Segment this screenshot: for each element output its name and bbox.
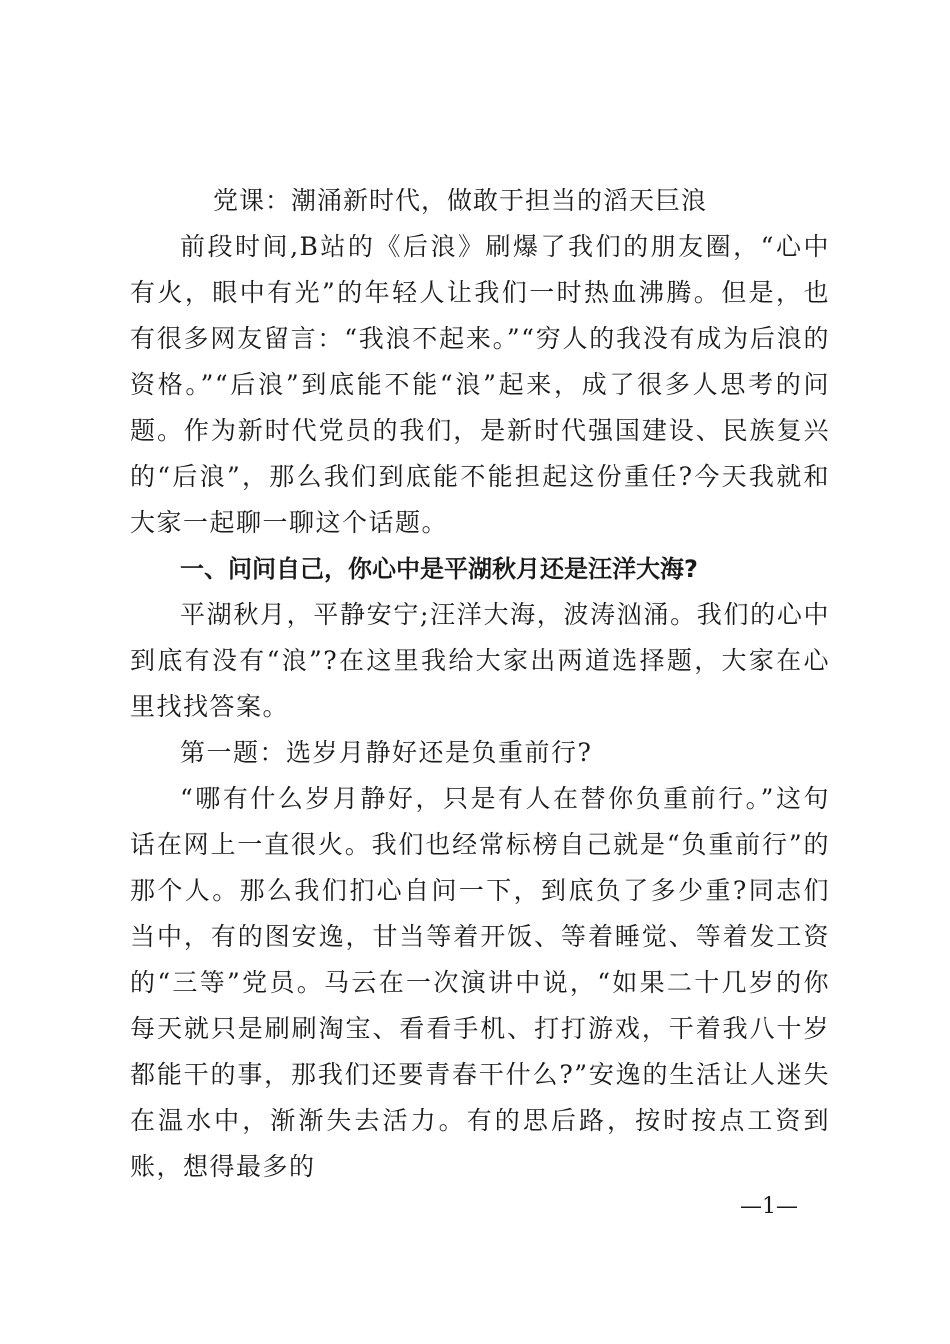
discussion-paragraph: “哪有什么岁月静好，只是有人在替你负重前行。”这句话在网上一直很火。我们也经常标榜自己就是“负重前行”的那个人。那么我们扪心自问一下，到底负了多少重?同志们当中，有的图安逸，甘当等着开饭、等着睡觉、等着发工资的“三等”党员。马云在一次演讲中说，“如果二十几岁的你每天就只是刷刷淘宝、看看手机、打打游戏，干着我八十岁都能干的事，那我们还要青春干什么?”安逸的生活让人迷失在温水中，渐渐失去活力。有的思后路，按时按点工资到账，想得最多的 — [130, 784, 830, 1181]
page-number: —1— — [740, 1194, 798, 1219]
section-heading: 一、问问自己，你心中是平湖秋月还是汪洋大海? — [180, 555, 698, 583]
document-title: 党课：潮涌新时代，做敢于担当的滔天巨浪 — [212, 186, 707, 215]
document-body — [130, 178, 830, 1190]
intro-paragraph: 前段时间,B站的《后浪》刷爆了我们的朋友圈，“心中有火，眼中有光”的年轻人让我们一时热血沸腾。但是，也有很多网友留言：“我浪不起来。”“穷人的我没有成为后浪的资格。”“后浪”到底能不能“浪”起来，成了很多人思考的问题。作为新时代党员的我们，是新时代强国建设、民族复兴的“后浪”，那么我们到底能不能担起这份重任?今天我就和大家一起聊一聊这个话题。 — [130, 232, 830, 537]
section-paragraph: 平湖秋月，平静安宁;汪洋大海，波涛汹涌。我们的心中到底有没有“浪”?在这里我给大家出两道选择题，大家在心里找找答案。 — [130, 600, 830, 721]
question-paragraph: 第一题：选岁月静好还是负重前行? — [180, 738, 593, 767]
